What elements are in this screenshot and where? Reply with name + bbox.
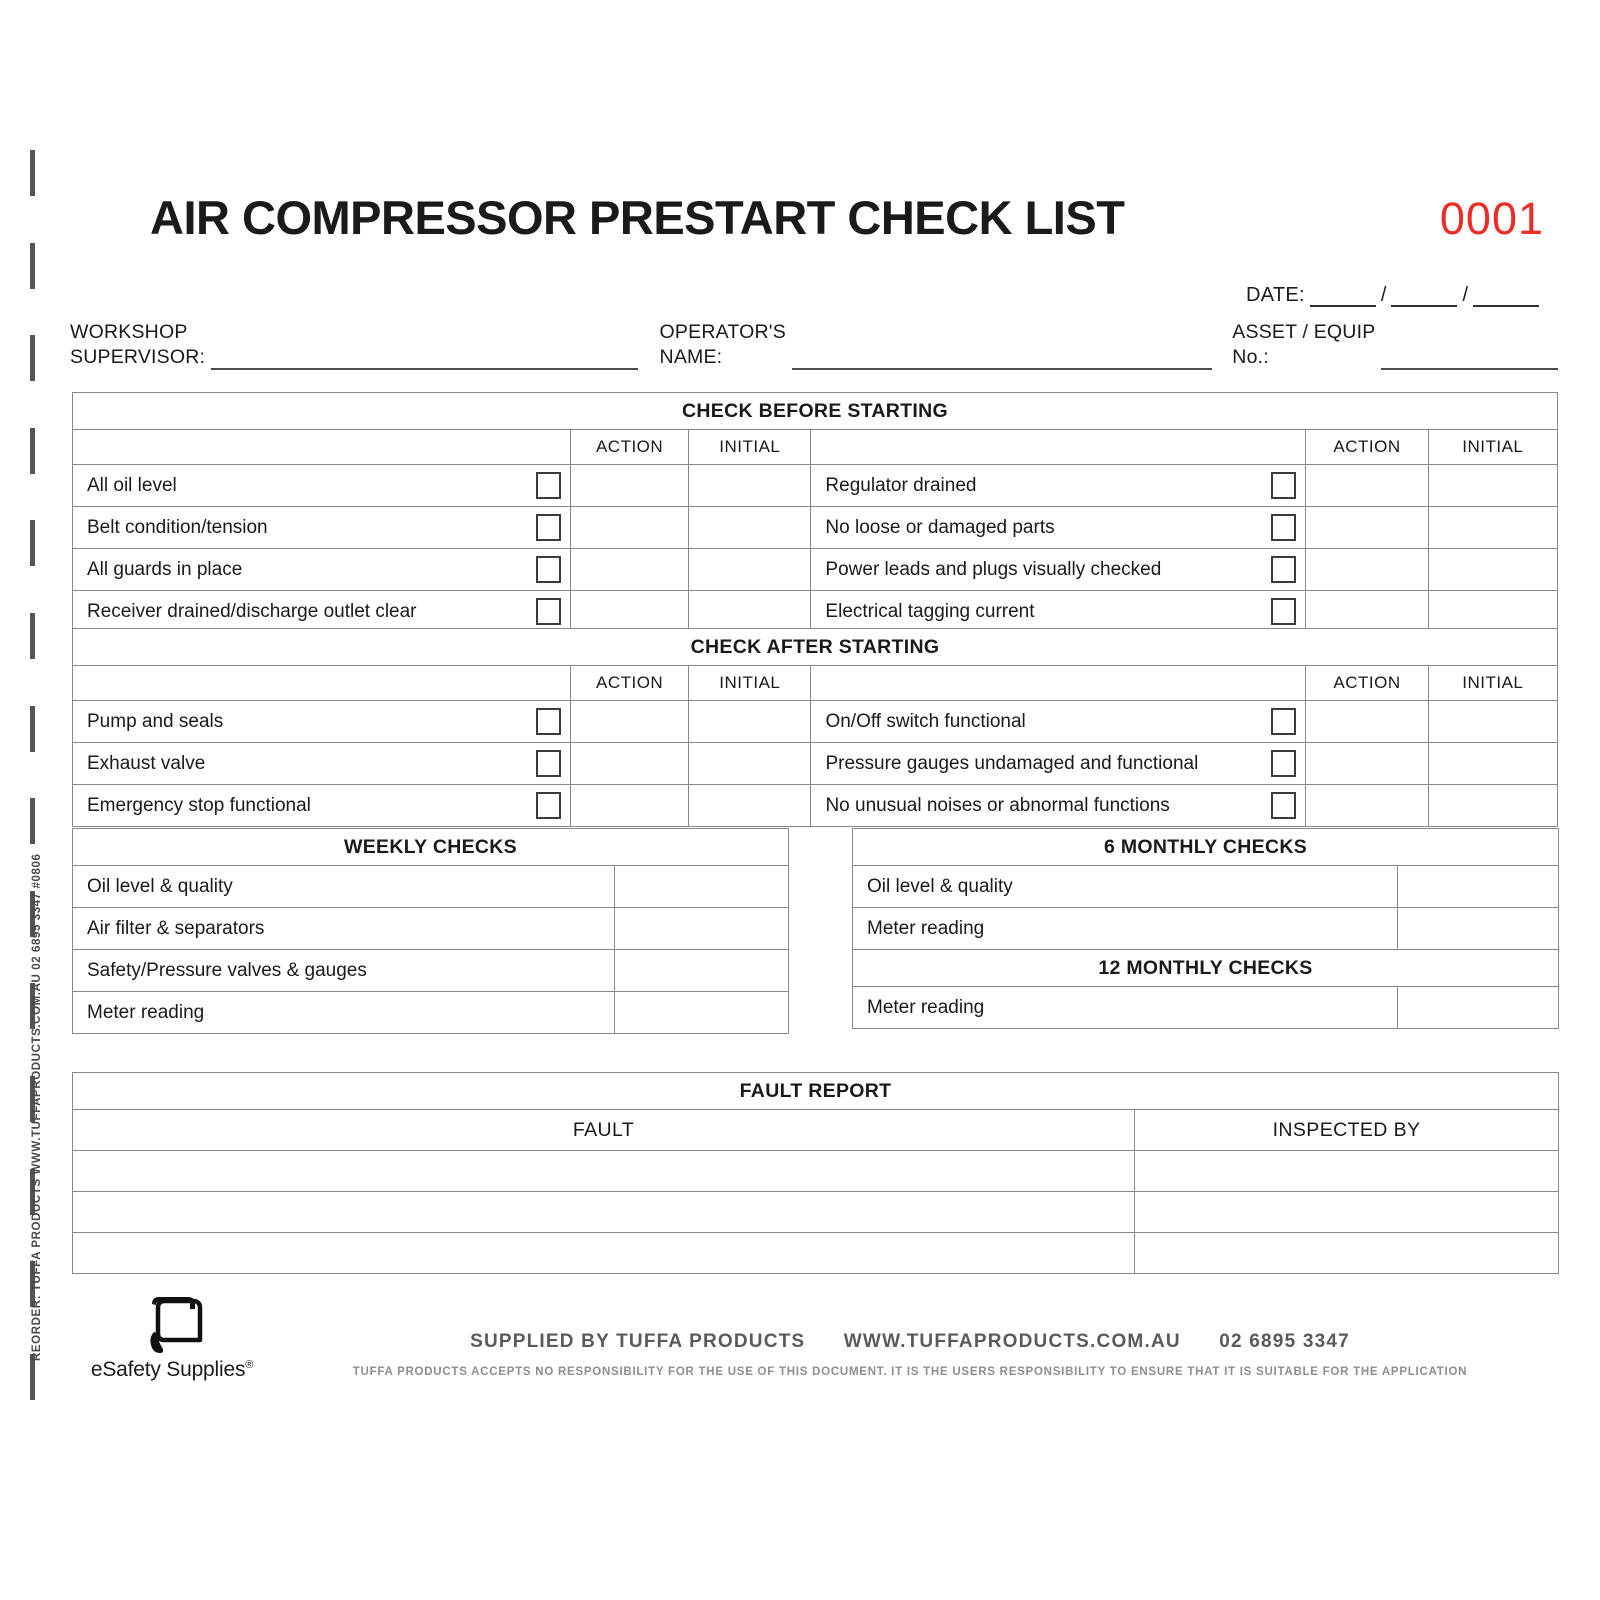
checklist-item-label: Meter reading (73, 992, 615, 1034)
checkbox-cell[interactable] (1262, 465, 1306, 507)
fault-report-table (72, 1072, 1559, 1274)
operators-name-label-line2: NAME: (659, 346, 723, 368)
action-cell[interactable] (570, 785, 688, 827)
registered-mark: ® (245, 1359, 254, 1371)
table-section-title-row (73, 1073, 1559, 1110)
initial-cell[interactable] (689, 549, 811, 591)
value-cell[interactable] (615, 950, 789, 992)
section-title: WEEKLY CHECKS (73, 829, 789, 866)
action-cell[interactable] (570, 465, 688, 507)
inspected-by-cell[interactable] (1135, 1192, 1559, 1233)
asset-equip-no-input[interactable] (1381, 346, 1558, 370)
header-fields (70, 320, 1558, 370)
checklist-item-label: Exhaust valve (73, 743, 527, 785)
page-title: AIR COMPRESSOR PRESTART CHECK LIST (150, 191, 1125, 244)
table-header-row (73, 1110, 1559, 1151)
checklist-item-label: Pressure gauges undamaged and functional (811, 743, 1262, 785)
checklist-item-label: Air filter & separators (73, 908, 615, 950)
date-year-blank[interactable] (1473, 288, 1539, 307)
initial-cell[interactable] (689, 785, 811, 827)
esafety-logo-icon (138, 1292, 206, 1356)
checkbox-icon[interactable] (536, 792, 561, 819)
checklist-item-label: Regulator drained (811, 465, 1262, 507)
section-title-twelve-monthly: 12 MONTHLY CHECKS (853, 950, 1559, 987)
initial-cell[interactable] (1428, 701, 1557, 743)
checklist-item-label: No loose or damaged parts (811, 507, 1262, 549)
column-header-action: ACTION (1306, 666, 1428, 701)
action-cell[interactable] (570, 549, 688, 591)
checklist-item-label: Safety/Pressure valves & gauges (73, 950, 615, 992)
initial-cell[interactable] (689, 507, 811, 549)
esafety-logo-text (62, 1358, 282, 1382)
date-label: DATE: (1245, 284, 1305, 306)
spacer-cell (73, 430, 571, 465)
table-row (73, 1151, 1559, 1192)
value-cell[interactable] (1398, 908, 1559, 950)
table-section-title-row (73, 629, 1558, 666)
footer-phone: 02 6895 3347 (1219, 1331, 1350, 1352)
table-row (73, 992, 789, 1034)
table-row (853, 866, 1559, 908)
checkbox-icon[interactable] (1271, 750, 1296, 777)
operators-name-input[interactable] (792, 346, 1212, 370)
value-cell[interactable] (615, 908, 789, 950)
perforation-dash (30, 335, 35, 381)
table-row (73, 908, 789, 950)
table-section-title-row (73, 393, 1558, 430)
action-cell[interactable] (570, 743, 688, 785)
table-row (853, 908, 1559, 950)
initial-cell[interactable] (1428, 549, 1557, 591)
table-row (73, 785, 1558, 827)
checklist-item-label: Oil level & quality (853, 866, 1398, 908)
check-before-starting-section (72, 392, 1558, 633)
title-row (150, 190, 1550, 245)
action-cell[interactable] (1306, 465, 1428, 507)
perforation-dash (30, 613, 35, 659)
spacer-cell (811, 666, 1306, 701)
checkbox-cell[interactable] (1262, 549, 1306, 591)
checkbox-icon[interactable] (536, 708, 561, 735)
checklist-item-label: Belt condition/tension (73, 507, 527, 549)
asset-equip-label-line1: ASSET / EQUIP (1232, 321, 1376, 343)
action-cell[interactable] (1306, 743, 1428, 785)
fault-cell[interactable] (73, 1233, 1135, 1274)
column-header-action: ACTION (1306, 430, 1428, 465)
action-cell[interactable] (1306, 701, 1428, 743)
initial-cell[interactable] (1428, 465, 1557, 507)
action-cell[interactable] (570, 701, 688, 743)
initial-cell[interactable] (689, 743, 811, 785)
checkbox-icon[interactable] (1271, 792, 1296, 819)
checklist-item-label: Receiver drained/discharge outlet clear (73, 591, 527, 633)
table-header-row (73, 430, 1558, 465)
action-cell[interactable] (570, 591, 688, 633)
checkbox-icon[interactable] (536, 514, 561, 541)
checklist-item-label: All oil level (73, 465, 527, 507)
operators-name-field[interactable] (660, 320, 1213, 370)
section-title: FAULT REPORT (73, 1073, 1559, 1110)
table-row (73, 591, 1558, 633)
perforation-dash (30, 243, 35, 289)
check-after-starting-section (72, 628, 1558, 827)
spacer-cell (73, 666, 571, 701)
table-row (73, 507, 1558, 549)
checklist-item-label: All guards in place (73, 549, 527, 591)
operators-name-label-line1: OPERATOR'S (659, 321, 786, 343)
asset-equip-no-field[interactable] (1232, 320, 1558, 370)
checkbox-cell[interactable] (526, 785, 570, 827)
value-cell[interactable] (1398, 987, 1559, 1029)
checklist-item-label: No unusual noises or abnormal functions (811, 785, 1262, 827)
table-row (73, 465, 1558, 507)
checkbox-cell[interactable] (1262, 743, 1306, 785)
checkbox-cell[interactable] (526, 591, 570, 633)
action-cell[interactable] (570, 507, 688, 549)
action-cell[interactable] (1306, 507, 1428, 549)
column-header-initial: INITIAL (689, 666, 811, 701)
monthly-checks-table (852, 828, 1559, 1029)
table-header-row (73, 666, 1558, 701)
check-after-starting-table (72, 628, 1558, 827)
checkbox-cell[interactable] (526, 701, 570, 743)
checklist-item-label: Pump and seals (73, 701, 527, 743)
footer-website: WWW.TUFFAPRODUCTS.COM.AU (843, 1331, 1181, 1352)
footer-supplied-by: SUPPLIED BY TUFFA PRODUCTS (470, 1331, 806, 1352)
column-header-fault: FAULT (73, 1110, 1135, 1151)
value-cell[interactable] (615, 866, 789, 908)
date-field[interactable] (1246, 284, 1542, 307)
inspected-by-cell[interactable] (1135, 1233, 1559, 1274)
column-header-initial: INITIAL (1428, 430, 1557, 465)
checkbox-icon[interactable] (1271, 472, 1296, 499)
table-row (73, 1233, 1559, 1274)
column-header-action: ACTION (570, 666, 688, 701)
workshop-supervisor-label-line1: WORKSHOP (70, 321, 188, 343)
date-separator: / (1380, 284, 1387, 306)
checkbox-cell[interactable] (1262, 701, 1306, 743)
weekly-checks-table (72, 828, 789, 1034)
side-reorder-text: REORDER: TUFFA PRODUCTS WWW.TUFFAPRODUCTS.COM.AU 02 6895 3347 #0806 (31, 853, 43, 1361)
check-before-starting-table (72, 392, 1558, 633)
initial-cell[interactable] (1428, 591, 1557, 633)
action-cell[interactable] (1306, 785, 1428, 827)
perforation-dash (30, 150, 35, 196)
checklist-item-label: Electrical tagging current (811, 591, 1262, 633)
date-month-blank[interactable] (1391, 288, 1457, 307)
checkbox-cell[interactable] (526, 507, 570, 549)
perforation-dash (30, 520, 35, 566)
checkbox-cell[interactable] (526, 465, 570, 507)
initial-cell[interactable] (689, 701, 811, 743)
esafety-supplies-branding (62, 1292, 282, 1382)
workshop-supervisor-field[interactable] (70, 320, 638, 370)
checkbox-cell[interactable] (1262, 785, 1306, 827)
spacer-cell (811, 430, 1306, 465)
checklist-item-label: Meter reading (853, 987, 1398, 1029)
table-section-title-row (853, 950, 1559, 987)
initial-cell[interactable] (1428, 743, 1557, 785)
checkbox-icon[interactable] (1271, 514, 1296, 541)
action-cell[interactable] (1306, 591, 1428, 633)
checklist-item-label: Emergency stop functional (73, 785, 527, 827)
section-title: CHECK AFTER STARTING (73, 629, 1558, 666)
date-separator: / (1462, 284, 1468, 306)
footer-supplier-line (260, 1331, 1560, 1353)
table-row (73, 549, 1558, 591)
footer-disclaimer: TUFFA PRODUCTS ACCEPTS NO RESPONSIBILITY FOR THE USE OF THIS DOCUMENT. IT IS THE USERS RESPONSIBILITY TO ENSURE THAT IT IS SUITABLE FOR THE APPLICATION (352, 1366, 1468, 1378)
column-header-action: ACTION (570, 430, 688, 465)
fault-report-section (72, 1072, 1558, 1274)
checkbox-icon[interactable] (536, 750, 561, 777)
checkbox-cell[interactable] (526, 743, 570, 785)
table-row (73, 866, 789, 908)
serial-number: 0001 (1439, 193, 1544, 244)
checkbox-icon[interactable] (536, 598, 561, 625)
date-day-blank[interactable] (1310, 288, 1376, 307)
checkbox-icon[interactable] (536, 472, 561, 499)
column-header-initial: INITIAL (689, 430, 811, 465)
workshop-supervisor-input[interactable] (211, 346, 637, 370)
table-section-title-row (853, 829, 1559, 866)
fault-cell[interactable] (73, 1192, 1135, 1233)
table-row (73, 1192, 1559, 1233)
checkbox-icon[interactable] (1271, 556, 1296, 583)
table-row (853, 987, 1559, 1029)
table-section-title-row (73, 829, 789, 866)
checklist-item-label: Power leads and plugs visually checked (811, 549, 1262, 591)
checkbox-icon[interactable] (536, 556, 561, 583)
checkbox-icon[interactable] (1271, 598, 1296, 625)
action-cell[interactable] (1306, 549, 1428, 591)
value-cell[interactable] (615, 992, 789, 1034)
table-row (73, 701, 1558, 743)
table-row (73, 743, 1558, 785)
logo-wordmark: eSafety Supplies (90, 1358, 246, 1381)
section-title-six-monthly: 6 MONTHLY CHECKS (853, 829, 1559, 866)
fault-cell[interactable] (73, 1151, 1135, 1192)
column-header-inspected-by: INSPECTED BY (1135, 1110, 1559, 1151)
initial-cell[interactable] (1428, 785, 1557, 827)
weekly-checks-section (72, 828, 788, 1034)
checklist-item-label: Meter reading (853, 908, 1398, 950)
monthly-checks-section (852, 828, 1558, 1029)
asset-equip-label-line2: No.: (1232, 346, 1269, 368)
checkbox-icon[interactable] (1271, 708, 1296, 735)
checkbox-cell[interactable] (1262, 507, 1306, 549)
checklist-item-label: On/Off switch functional (811, 701, 1262, 743)
inspected-by-cell[interactable] (1135, 1151, 1559, 1192)
table-row (73, 950, 789, 992)
initial-cell[interactable] (689, 591, 811, 633)
value-cell[interactable] (1398, 866, 1559, 908)
checkbox-cell[interactable] (526, 549, 570, 591)
initial-cell[interactable] (1428, 507, 1557, 549)
perforation-dash (30, 428, 35, 474)
initial-cell[interactable] (689, 465, 811, 507)
workshop-supervisor-label-line2: SUPERVISOR: (70, 346, 206, 368)
column-header-initial: INITIAL (1428, 666, 1557, 701)
checklist-item-label: Oil level & quality (73, 866, 615, 908)
section-title: CHECK BEFORE STARTING (73, 393, 1558, 430)
checkbox-cell[interactable] (1262, 591, 1306, 633)
